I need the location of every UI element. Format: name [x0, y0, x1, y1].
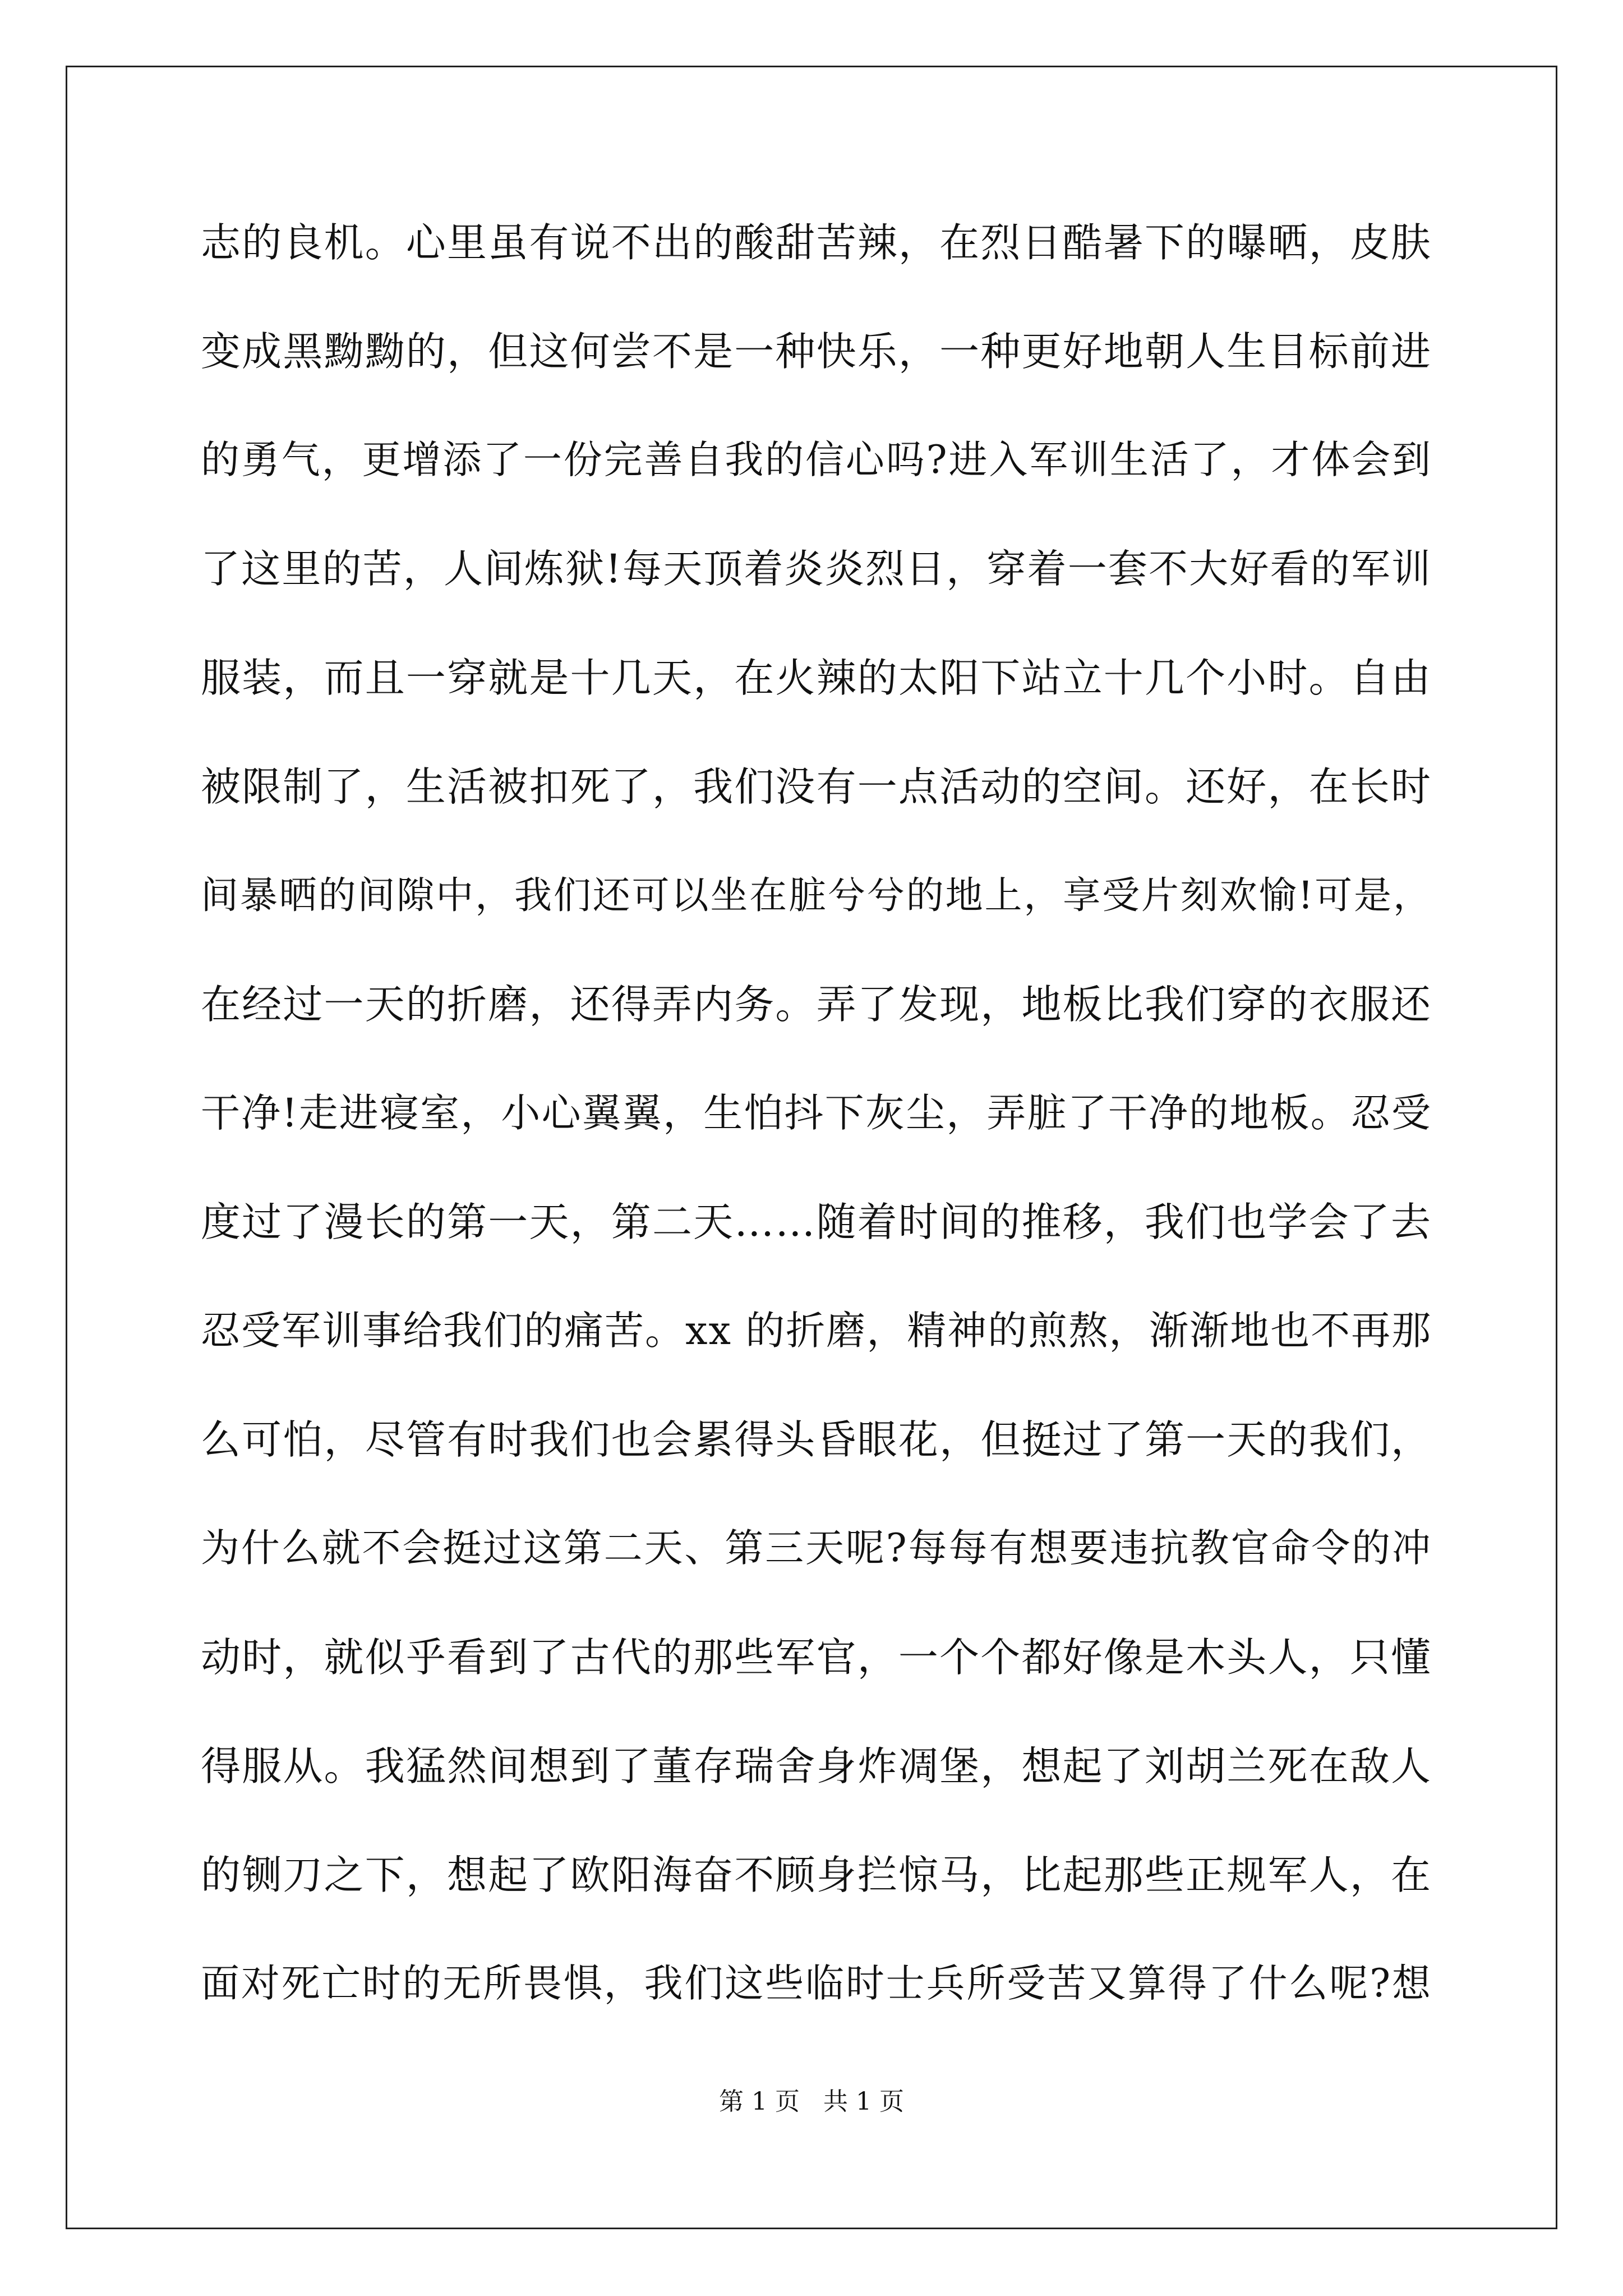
text-line: 忍受军训事给我们的痛苦。xx 的折磨，精神的煎熬，渐渐地也不再那 [201, 1308, 1432, 1354]
body-text [201, 216, 1432, 2066]
text-line: 得服从。我猛然间想到了董存瑞舍身炸凋堡，想起了刘胡兰死在敌人 [201, 1743, 1432, 1789]
text-line: 么可怕，尽管有时我们也会累得头昏眼花，但挺过了第一天的我们， [201, 1416, 1432, 1463]
text-line: 服装，而且一穿就是十几天，在火辣的太阳下站立十几个小时。自由 [201, 655, 1432, 701]
page-number: 第 1 页 共 1 页 [719, 2087, 904, 2116]
text-line: 被限制了，生活被扣死了，我们没有一点活动的空间。还好，在长时 [201, 763, 1432, 810]
text-line: 在经过一天的折磨，还得弄内务。弄了发现，地板比我们穿的衣服还 [201, 981, 1432, 1028]
text-line: 面对死亡时的无所畏惧，我们这些临时士兵所受苦又算得了什么呢?想 [201, 1961, 1432, 2006]
text-line: 间暴晒的间隙中，我们还可以坐在脏兮兮的地上，享受片刻欢愉!可是， [201, 873, 1432, 917]
text-line: 度过了漫长的第一天，第二天……随着时间的推移，我们也学会了去 [201, 1199, 1432, 1245]
text-line: 干净!走进寝室，小心翼翼，生怕抖下灰尘，弄脏了干净的地板。忍受 [201, 1090, 1432, 1136]
text-line: 动时，就似乎看到了古代的那些军官，一个个都好像是木头人，只懂 [201, 1634, 1432, 1681]
text-line: 变成黑黝黝的，但这何尝不是一种快乐，一种更好地朝人生目标前进 [201, 328, 1432, 375]
text-line: 为什么就不会挺过这第二天、第三天呢?每每有想要违抗教官命令的冲 [201, 1526, 1432, 1571]
text-line: 的勇气，更增添了一份完善自我的信心吗?进入军训生活了，才体会到 [201, 438, 1432, 482]
text-line: 了这里的苦，人间炼狱!每天顶着炎炎烈日，穿着一套不大好看的军训 [201, 546, 1432, 592]
text-line: 志的良机。心里虽有说不出的酸甜苦辣，在烈日酷暑下的曝晒，皮肤 [201, 219, 1432, 266]
text-line: 的铡刀之下，想起了欧阳海奋不顾身拦惊马，比起那些正规军人，在 [201, 1852, 1432, 1898]
page-footer [0, 2085, 1623, 2119]
